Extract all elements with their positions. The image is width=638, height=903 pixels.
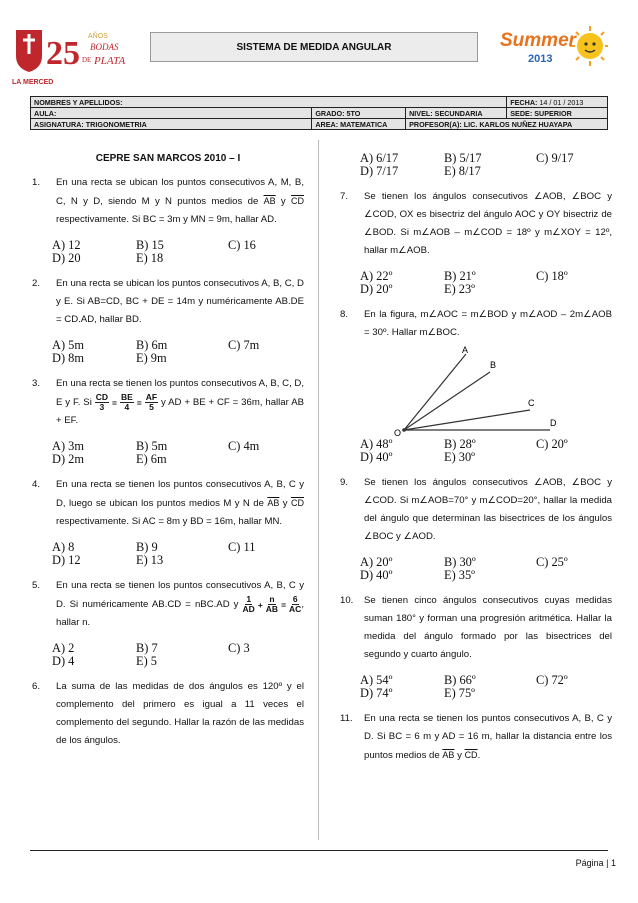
label-d: D	[550, 418, 557, 428]
option: B) 9	[136, 540, 158, 555]
grado-field: GRADO: 5TO	[312, 108, 406, 119]
footer-divider	[30, 850, 608, 851]
option: B) 7	[136, 641, 158, 656]
svg-text:BODAS: BODAS	[90, 42, 119, 52]
option: B) 28º	[444, 437, 476, 451]
student-info-table	[30, 96, 608, 130]
option: C) 72º	[536, 673, 568, 687]
option: C) 11	[228, 540, 256, 555]
svg-text:PLATA: PLATA	[94, 55, 126, 67]
options-q6	[360, 152, 612, 178]
option: D) 20	[52, 251, 81, 265]
option: D) 74º	[360, 686, 393, 700]
option: E) 5	[136, 654, 157, 669]
nivel-field: NIVEL: SECUNDARIA	[406, 108, 507, 119]
question-3: 3. En una recta se tienen los puntos consecutivos A, B, C, D, E y F. Si CD 3 = BE 4 = AF 5 y AD + BE + CF = 36m, hallar AB + EF.	[32, 378, 304, 427]
sun-icon	[577, 33, 603, 59]
svg-text:LA MERCED: LA MERCED	[12, 79, 54, 86]
option: A) 48º	[360, 437, 393, 451]
question-2: 2. En una recta se ubican los puntos consecutivos A, B, C, D y E. Si AB=CD, BC + DE = 14m y numéricamente AB.DE = CD.AD, hallar BD.	[32, 278, 304, 325]
school-logo	[10, 24, 140, 92]
option: D) 20º	[360, 282, 393, 296]
option: D) 2m	[52, 452, 85, 467]
system-title-banner	[150, 32, 478, 62]
system-title: SISTEMA DE MEDIDA ANGULAR	[236, 41, 392, 53]
area-field: AREA: MATEMATICA	[312, 119, 406, 130]
option: B) 21º	[444, 269, 476, 283]
option: A) 22º	[360, 269, 393, 283]
option: A) 5m	[52, 338, 85, 352]
option: D) 40º	[360, 568, 393, 582]
asignatura-field: ASIGNATURA: TRIGONOMETRIA	[31, 119, 312, 130]
svg-text:AÑOS: AÑOS	[88, 33, 108, 40]
aula-field: AULA:	[31, 108, 312, 119]
ray-ob	[404, 372, 490, 430]
option: D) 8m	[52, 351, 85, 365]
option: B) 6m	[136, 338, 168, 352]
segment-cd: $\overline{CD}$	[464, 750, 478, 760]
ray-oa	[404, 354, 466, 430]
segment-ab: $\overline{AB}$	[267, 498, 280, 509]
logo-years: 25	[46, 35, 80, 72]
options-q8	[360, 438, 612, 464]
question-7: 7. Se tienen los ángulos consecutivos ∠AOB, ∠BOC y ∠COD, OX es bisectriz del ángulo AOC y OY bisectriz de ∠BOD. Si m∠AOB – m∠COD = 18º y m∠XOY = 12º, hallar m∠AOB.	[340, 191, 612, 256]
nombres-field: NOMBRES Y APELLIDOS:	[31, 97, 507, 108]
question-6: 6. La suma de las medidas de dos ángulos es 120º y el complemento del primero es igual a 11 veces el complemento del segundo. Hallar la razón de las medidas de los ángulos.	[32, 681, 304, 747]
page-number: Página | 1	[575, 858, 616, 868]
left-column	[32, 150, 304, 750]
right-column	[340, 150, 612, 765]
ray-oc	[404, 410, 530, 430]
segment-cd: $\overline{CD}$	[291, 196, 304, 206]
options-q9	[360, 556, 612, 582]
option: E) 23º	[444, 282, 476, 296]
column-divider	[318, 140, 319, 840]
option: B) 5/17	[444, 151, 482, 165]
label-c: C	[528, 398, 535, 408]
option: C) 18º	[536, 269, 568, 283]
option: C) 16	[228, 238, 256, 252]
option: B) 15	[136, 238, 164, 252]
option: A) 3m	[52, 439, 85, 454]
fraction-equation: CD 3 = BE 4 = AF 5	[95, 392, 158, 412]
option: D) 12	[52, 553, 81, 568]
question-10: 10. Se tienen cinco ángulos consecutivos cuyas medidas suman 180° y forman una progresión aritmética. Hallar la medida del ángulo formado por las bisectrices del segundo y cuarto ángulo.	[340, 595, 612, 660]
question-11: 11. En una recta se tienen los puntos consecutivos A, B, C y D. Si BC = 6 m y AD = 16 m, hallar la distancia entre los puntos medios de $\overline{AB}$ y $\overline{CD}$.	[340, 713, 612, 761]
option: B) 30º	[444, 555, 476, 569]
option: A) 12	[52, 238, 81, 252]
option: C) 25º	[536, 555, 568, 569]
option: C) 9/17	[536, 151, 574, 165]
fraction-equation: 1 AD + n AB = 6 AC	[242, 594, 302, 615]
option: D) 7/17	[360, 164, 399, 178]
angle-figure	[360, 346, 560, 438]
options-q3	[52, 440, 304, 466]
label-o: O	[394, 428, 402, 438]
segment-ab: $\overline{AB}$	[442, 750, 455, 760]
options-q10	[360, 674, 612, 700]
options-q7	[360, 270, 612, 296]
option: E) 8/17	[444, 164, 481, 178]
segment-ab: $\overline{AB}$	[263, 196, 276, 206]
summer-logo	[498, 22, 608, 72]
option: A) 6/17	[360, 151, 399, 165]
question-8: 8. En la figura, m∠AOC = m∠BOD y m∠AOD – 2m∠AOB = 30º. Hallar m∠BOC.	[340, 309, 612, 338]
svg-text:Summer: Summer	[500, 30, 577, 51]
option: E) 75º	[444, 686, 476, 700]
option: C) 3	[228, 641, 250, 656]
profesor-field: PROFESOR(A): LIC. KARLOS NUÑEZ HUAYAPA	[406, 119, 608, 130]
option: E) 35º	[444, 568, 476, 582]
options-q4	[52, 541, 304, 567]
label-a: A	[462, 346, 469, 355]
option: E) 18	[136, 251, 164, 265]
fecha-field: FECHA: 14 / 01 / 2013	[507, 97, 608, 108]
option: E) 13	[136, 553, 164, 568]
options-q5	[52, 642, 304, 668]
option: A) 8	[52, 540, 75, 555]
option: B) 5m	[136, 439, 168, 454]
option: E) 6m	[136, 452, 167, 467]
segment-cd: $\overline{CD}$	[291, 498, 304, 509]
option: C) 7m	[228, 338, 260, 352]
sede-field: SEDE: SUPERIOR	[507, 108, 608, 119]
option: A) 2	[52, 641, 75, 656]
option: A) 54º	[360, 673, 393, 687]
option: B) 66º	[444, 673, 476, 687]
exam-title: CEPRE SAN MARCOS 2010 – I	[95, 153, 241, 164]
option: D) 4	[52, 654, 75, 669]
options-q2	[52, 339, 304, 365]
question-4: 4. En una recta se tienen los puntos consecutivos A, B, C y D, luego se ubican los puntos medios M y N de $\overline{AB}$ y $\overline{CD}$ respectivamente. Si AC = 8m y BD = 16m, hallar MN.	[32, 479, 304, 528]
option: E) 9m	[136, 351, 167, 365]
question-5: 5. En una recta se tienen los puntos consecutivos A, B, C y D. Si numéricamente AB.CD = nBC.AD y 1 AD + n AB = 6 AC , hallar n.	[32, 580, 304, 629]
option: C) 4m	[228, 439, 260, 454]
option: A) 20º	[360, 555, 393, 569]
option: E) 30º	[444, 450, 476, 464]
option: C) 20º	[536, 437, 568, 451]
svg-text:2013: 2013	[528, 53, 553, 65]
svg-text:DE: DE	[82, 56, 92, 64]
label-b: B	[490, 360, 497, 370]
option: D) 40º	[360, 450, 393, 464]
options-q1	[52, 239, 304, 265]
question-1: 1. En una recta se ubican los puntos consecutivos A, M, B, C, N y D, siendo M y N puntos medios de $\overline{AB}$ y $\overline{CD}$ respectivamente. Si BC = 3m y MN = 9m, hallar AD.	[32, 177, 304, 225]
question-9: 9. Se tienen los ángulos consecutivos ∠AOB, ∠BOC y ∠COD. Si m∠AOB=70° y m∠COD=20°, hallar la medida del ángulo que determinan las bisectrices de los ángulos ∠BOC y ∠AOD.	[340, 477, 612, 542]
